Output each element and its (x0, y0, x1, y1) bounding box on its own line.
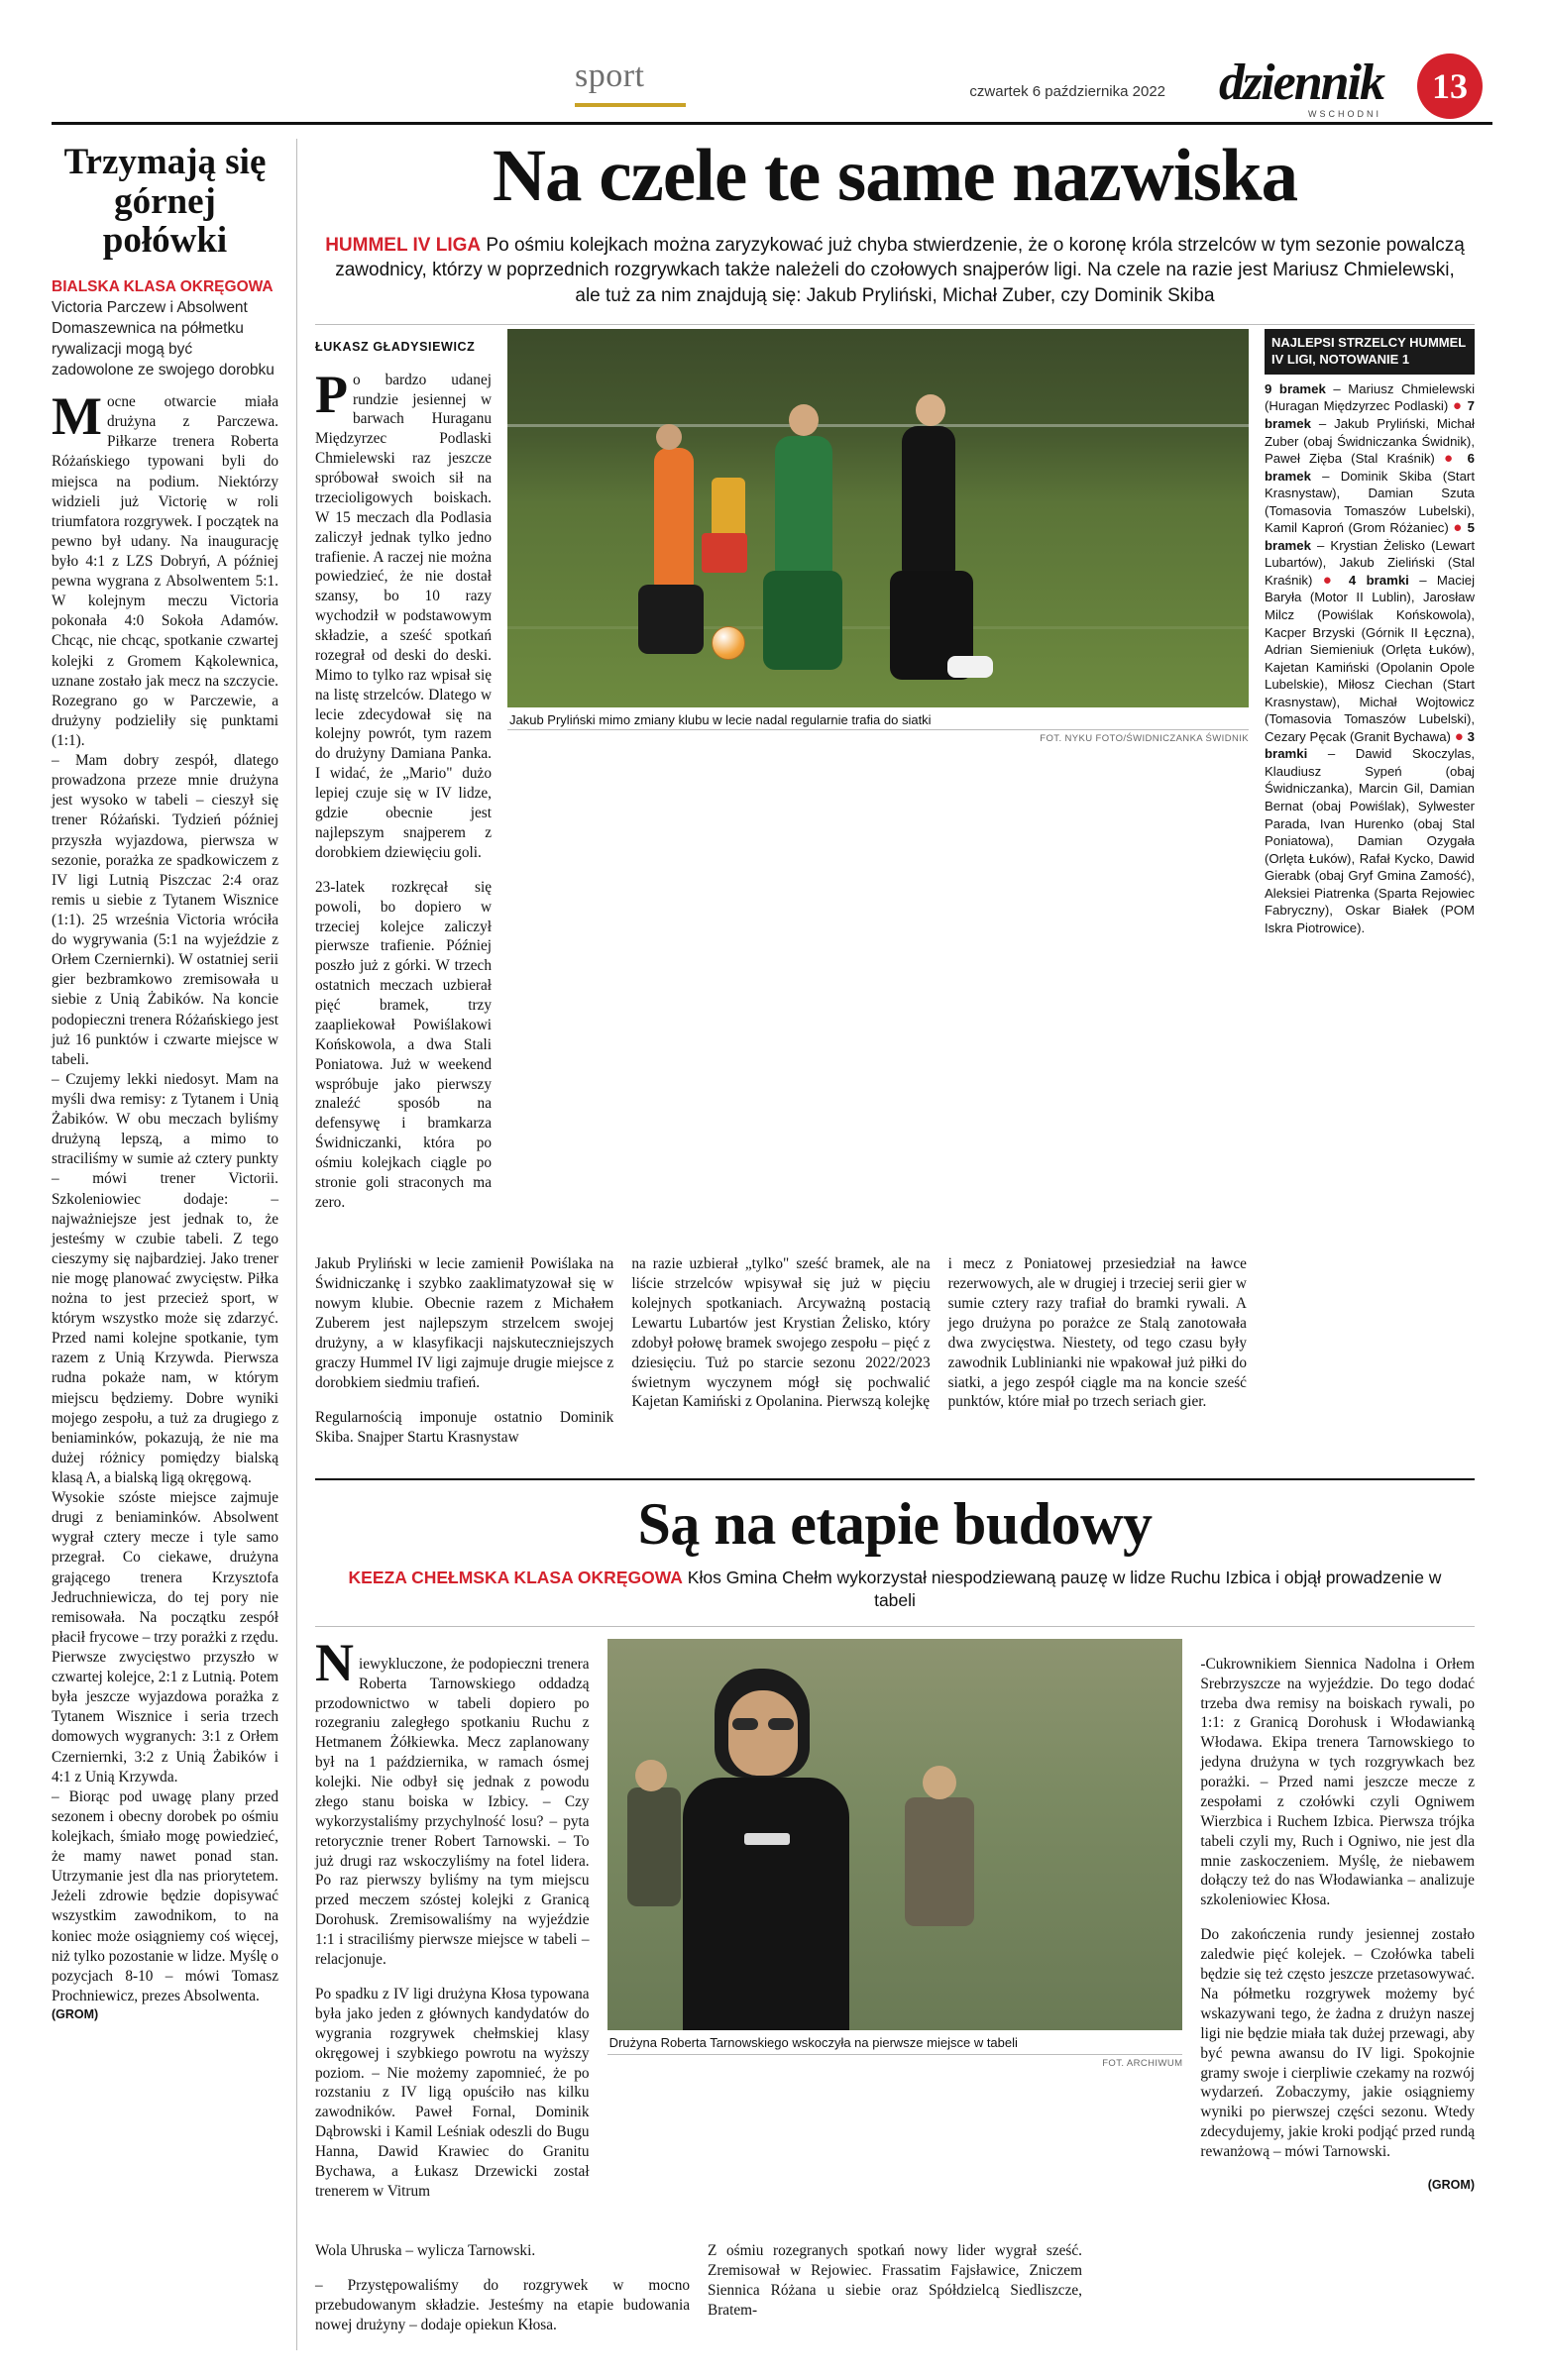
second-article-paragraph: iewykluczone, że podopieczni trenera Roberta Tarnowskiego oddadzą przodownictwo w tabeli dopiero po rozegraniu zaległego spotkaniu Ruchu z Hetmanem Żółkiewka. Mecz zaplanowany był na 1 października, w ramach ósmej kolejki. Nie odbył się jednak z powodu złego stanu boiska w Izbicy. – Czy wykorzystaliśmy przychylność losu? – pyta retorycznie trener Robert Tarnowski. – To już drugi raz wskoczyliśmy na fotel lidera. Po raz pierwszy byliśmy na tym miejscu przed meczem szóstej kolejki z Granicą Dorohusk. Zremisowaliśmy na wyjeździe 1:1 i straciliśmy pierwsze miejsce w tabeli – relacjonuje. (315, 1655, 590, 1968)
main-article-paragraph: 23-latek rozkręcał się powoli, bo dopiero w trzeciej kolejce zaliczył pierwsze trafienie. Później poszło już z górki. W trzech ostatnich meczach uzbierał pięć bramek, trzy zaapliekował Powiślakowi Końskowola, a dwa Stali Poniatowa. Już w weekend wspróbuje jako pierwszy znaleźć sposób na defensywę i bramkarza Świdniczanki, która po ośmiu kolejkach ciągle po stronie goli straconych ma zero. (315, 878, 492, 1211)
top-scorers-count: 6 bramek (1265, 451, 1475, 484)
main-photo-block (507, 329, 1249, 1228)
second-article-paragraph: Wola Uhruska – wylicza Tarnowski. (315, 2242, 536, 2260)
top-scorers-count: 4 bramki (1348, 572, 1409, 588)
main-headline: Na czele te same nazwiska (492, 135, 1298, 217)
top-scorers-count: 5 bramek (1265, 520, 1475, 553)
top-scorers-players: – Dawid Skoczylas, Klaudiusz Sypeń (obaj Świdniczanka), Marcin Gil, Damian Bernat (obaj Powiślak), Sylwester Parada, Ivan Hurenko (obaj Stal Poniatowa), Damian Ozygała (Orlęta Łuków), Rafał Kycko, Dawid Gierabk (obaj Gryf Gmina Zamość), Aleksiei Piatrenka (Sparta Rejowiec Fabryczny), Oskar Białek (POM Iskra Piotrowice). (1265, 746, 1475, 935)
left-article (52, 139, 297, 2350)
left-article-body (52, 386, 278, 2022)
second-standfirst-label: KEEZA CHEŁMSKA KLASA OKRĘGOWA (348, 1567, 683, 1587)
publication-date: czwartek 6 października 2022 (969, 83, 1165, 100)
masthead (52, 48, 1492, 125)
main-photo (507, 329, 1249, 707)
top-scorers-count: 3 bramki (1265, 728, 1476, 762)
second-article-bottom-row (315, 2226, 1475, 2350)
main-article-paragraph: i mecz z Poniatowej przesiedział na ławce rezerwowych, ale w drugiej i trzeciej serii gier w sumie cztery razy trafiał do bramki rywali. A jego drużyna po porażce ze Stalą zanotowała dwa zwycięstwa. Niestety, od tego czasu były zawodnik Lublinianki nie wpakował już piłki do siatki, a jego zespół ciągle ma na koncie sześć punktów, które miał po trzech seriach gier. (947, 1255, 1247, 1411)
second-article-paragraph: Do zakończenia rundy jesiennej zostało zaledwie pięć kolejek. – Czołówka tabeli będzie się też często jeszcze przetasowywać. Na półmetku rozgrywek możemy być wskazywani tego, że żadna z drużyn naszej ligi nie będzie miała tak dużej przewagi, aby być pewna awansu do IV ligi. Spokojnie gramy swoje i cierpliwie czekamy na rozwój wydarzeń. Zobaczymy, jakie osiągniemy wyniki po pierwszej części sezonu. Wtedy zdecydujemy, jakie kroki podjąć przed rundą rewanżową – mówi Tarnowski. (1200, 1926, 1475, 2161)
main-article-column-c (948, 1240, 1247, 1462)
left-article-lead-text: Victoria Parczew i Absolwent Domaszewnica na półmetku rywalizacji mogą być zadowolone ze swojego dorobku (52, 298, 275, 379)
top-scorers-players: – Dominik Skiba (Start Krasnystaw), Damian Szuta (Tomasovia Tomaszów Lubelski), Kamil Kaproń (Grom Różaniec) (1265, 468, 1475, 536)
second-photo-credit: FOT. ARCHIWUM (1102, 2058, 1183, 2070)
second-article-column-spacer (1100, 2226, 1475, 2350)
byline: ŁUKASZ GŁADYSIEWICZ (315, 340, 476, 355)
top-scorers-title: NAJLEPSI STRZELCY HUMMEL IV LIGI, NOTOWANIE 1 (1265, 329, 1475, 375)
left-article-paragraph: – Biorąc pod uwagę plany przed sezonem i obecny dorobek po ośmiu kolejkach, śmiało mogę powiedzieć, że mamy nawet ponad stan. Utrzymanie jest dla nas priorytetem. Jeżeli zdrowie będzie dopisywać wszystkim zawodnikom, to na koniec może osiągniemy coś więcej, niż tylko pozostanie w lidze. Myślę o pozycjach 8-10 – mówi Tomasz Prochniewicz, prezes Absolwenta. (52, 1787, 278, 2004)
main-article-dropcap: P (315, 364, 348, 424)
second-photo (607, 1639, 1183, 2030)
bullet-icon: ● (1453, 519, 1464, 537)
bullet-icon: ● (1443, 450, 1459, 468)
second-article-paragraph: Z ośmiu rozegranych spotkań nowy lider wygrał sześć. Zremisował w Rejowiec. Frassatim Fajsławice, Zniczem Siennica Różana u siebie oraz Spółdzielcą Siedliszcze, Bratem- (708, 2242, 1082, 2319)
second-standfirst (315, 1567, 1475, 1628)
bullet-icon: ● (1322, 571, 1339, 589)
main-standfirst (315, 233, 1475, 325)
second-photo-block (607, 1639, 1183, 2217)
section-rule (575, 103, 686, 107)
main-standfirst-label: HUMMEL IV LIGA (325, 234, 482, 256)
left-article-signature: (GROM) (52, 2006, 99, 2021)
main-photo-credit: FOT. NYKU FOTO/ŚWIDNICZANKA ŚWIDNIK (1040, 733, 1249, 745)
main-standfirst-text: Po ośmiu kolejkach można zaryzykować już chyba stwierdzenie, że o koronę króla strzelców w tym sezonie powalczą zawodnicy, którzy w poprzednich rozgrywkach także należeli do czołowych snajperów ligi. Na czele na razie jest Mariusz Chmielewski, ale tuż za nim znajdują się: Jakub Pryliński, Michał Zuber, czy Dominik Skiba (335, 234, 1465, 306)
main-article-paragraph: o bardzo udanej rundzie jesiennej w barwach Huraganu Międzyrzec Podlaski Chmielewski raz jeszcze spróbował swoich sił na trzecioligowych boiskach. W 15 meczach dla Podlasia zaliczył jednak tylko jedno trafienie. A raczej nie można powiedzieć, że nie dostał szansy, bo 10 razy wychodził w podstawowym składzie, a sześć spotkań rozegrał od deski do deski. Mimo to tylko raz wpisał się na listę strzelców. Dlatego w lecie zdecydował się na kolejny powrót, tym razem do drużyny Damiana Panka. I widać, że „Mario" dużo lepiej czuje się w IV lidze, gdzie obecnie jest najlepszym snajperem z dorobkiem dziewięciu goli. (315, 371, 492, 861)
page-number-badge: 13 (1417, 54, 1483, 119)
main-article-column-a (315, 1240, 613, 1462)
main-article-paragraph: Regularnością imponuje ostatnio Dominik Skiba. Snajper Startu Krasnystaw (315, 1408, 614, 1446)
newspaper-logo: dziennik (1218, 54, 1383, 111)
bullet-icon: ● (1452, 397, 1463, 415)
top-scorers-box (1265, 329, 1475, 1228)
left-article-paragraph: – Mam dobry zespół, dlatego prowadzona przeze mnie drużyna jest wysoko w tabeli – cieszył się trener Różański. Tydzień później przyszła wyjazdowa, pierwsza w sezonie, porażka ze spadkowiczem z IV ligi Lutnią Piszczac 2:4 oraz remis u siebie z Tytanem Wisznice (1:1). 25 września Victoria wróciła do wygrywania (5:1 na wyjeździe z Orłem Czerniernki). W ostatniej serii gier bezbramkowo zremisowała u siebie z Unią Żabików. Na koncie podopieczni trenera Różańskiego jest już 16 punktów i czwarte miejsce w tabeli. (52, 752, 278, 1068)
newspaper-logo-subtitle: WSCHODNI (1308, 109, 1381, 119)
top-scorers-count: 7 bramek (1265, 398, 1475, 431)
bullet-icon: ● (1454, 727, 1464, 745)
second-article-paragraph: Po spadku z IV ligi drużyna Kłosa typowana była jako jeden z głównych kandydatów do wygrania rozgrywek chełmskiej klasy okręgowej i szybkiego powrotu na wyższy poziom. – Nie możemy zapomnieć, że po rozstaniu z IV ligą opuściło nas kilku zawodników. Paweł Fornal, Dominik Dąbrowski i Kamil Leśniak odeszli do Bugu Hanna, Dawid Krawiec do Granitu Bychawa, a Łukasz Drzewicki został trenerem w Vitrum (315, 1986, 590, 2200)
main-article-bottom-row (315, 1240, 1475, 1462)
left-article-lead-label: BIALSKA KLASA OKRĘGOWA (52, 277, 274, 295)
main-article-first-column (315, 329, 492, 1228)
main-article-column-b (631, 1240, 930, 1462)
main-article-top-row (315, 329, 1475, 1228)
top-scorers-players: – Krystian Żelisko (Lewart Lubartów), Jakub Zieliński (Stal Kraśnik) (1265, 537, 1475, 588)
left-article-lead (52, 276, 278, 380)
top-scorers-players: – Maciej Baryła (Motor II Lublin), Jarosław Milcz (Powiślak Końskowola), Kacper Brzyski (Górnik II Łęczna), Adrian Siemieniuk (Orlęta Łuków), Kajetan Kamiński (Opolanin Opole Lubelskie), Miłosz Ciechan (Start Krasnystaw), Michał Wojtowicz (Tomasovia Tomaszów Lubelski), Cezary Pęcak (Granit Bychawa) (1265, 572, 1476, 744)
left-article-headline: Trzymają się górnej połówki (63, 142, 267, 262)
main-article-paragraph: Jakub Pryliński w lecie zamienił Powiślaka na Świdniczankę i szybko zaaklimatyzował się w nowym klubie. Obecnie razem z Michałem Zuberem jest najlepszym strzelcem swojej drużyny, a w klasyfikacji najskuteczniejszych graczy Hummel IV ligi zajmuje drugie miejsce z dorobkiem siedmiu trafień. (315, 1255, 614, 1391)
page-columns (52, 135, 1492, 2350)
second-photo-caption: Drużyna Roberta Tarnowskiego wskoczyła na pierwsze miejsce w tabeli (607, 2030, 1183, 2055)
top-scorers-count: 9 bramek (1265, 380, 1326, 396)
second-article-signature: (GROM) (1427, 2178, 1475, 2193)
left-article-paragraph: – Czujemy lekki niedosyt. Mam na myśli dwa remisy: z Tytanem i Unią Żabików. W obu meczach byliśmy drużyną lepszą, a mimo to straciliśmy w sumie aż cztery punkty – mówi trener Victorii. Szkoleniowiec dodaje: – najważniejsze jest jednak to, że jesteśmy w czubie tabeli. Z tego cieszymy się najbardziej. Jako trener nie mogę planować zwycięstw. Piłka nożna to jest przecież sport, w którym wszystko może się zdarzyć. Przed nami kolejne spotkanie, tym razem z Unią Krzywda. Pierwsza rudna pokaże nam, w którym miejscu będziemy. Dobre wyniki mojego zespołu, a tuż za drugiego z beniaminków, pokazują, że nie ma dużej różnicy pomiędzy bialską klasą A, a bialską ligą okręgową. (52, 1070, 278, 1487)
second-article-paragraph: – Przystępowaliśmy do rozgrywek w mocno przebudowanym składzie. Jesteśmy na etapie budowania nowej drużyny – dodaje opiekun Kłosa. (315, 2277, 690, 2334)
main-content (297, 135, 1492, 2350)
top-scorers-list (1265, 375, 1475, 937)
main-article-paragraph: na razie uzbierał „tylko" sześć bramek, ale na liście strzelców wpisywał się już w pięciu kolejnych spotkaniach. Arcyważną postacią Lewartu Lubartów jest Krystian Żelisko, który zdobył połowę bramek swojego zespołu – pięć z dziesięciu. Tuż po starcie sezonu 2022/2023 świetnym wyczynem mógł się pochwalić Kajetan Kamiński z Opolanina. Pierwszą kolejkę (631, 1255, 931, 1411)
section-label: sport (575, 57, 645, 94)
article-divider (315, 1478, 1475, 1480)
second-article-dropcap: N (315, 1633, 354, 1693)
left-article-paragraph: ocne otwarcie miała drużyna z Parczewa. Piłkarze trenera Roberta Różańskiego typowani byli do miejsca na podium. Niektórzy widzieli już Victorię w roli triumfatora rozgrywek. I początek na pewno był udany. Na inaugurację było 4:1 z LZS Dobryń, A później pewna wygrana z Absolwentem 5:1. W kolejnym meczu Victoria pokonała 4:0 Sokoła Adamów. Chcąc, nie chcąc, spotkanie czwartej kolejki z Gromem Kąkolewnica, uznane zostało jak mecz na szczycie. Rozegrano go w Parczewie, a drużyny podzieliły się punktami (1:1). (52, 393, 278, 749)
top-scorers-players: – Jakub Pryliński, Michał Zuber (obaj Świdniczanka Świdnik), Paweł Zięba (Stal Kraśnik) (1265, 415, 1475, 467)
left-article-paragraph: Wysokie szóste miejsce zajmuje drugi z beniaminków. Absolwent wygrał cztery mecze i tyle samo przegrał. Co ciekawe, drużyna grającego trenera Krzysztofa Jedruchniewicza, do tej pory nie remisowała. Na początku zespół płacił frycowe – trzy porażki z rzędu. Pierwsze zwycięstwo przyszło w czwartej kolejce, 2:1 z Lutnią. Potem była jeszcze wyjazdowa porażka z Tytanem Wisznice i seria trzech domowych wygranych: 3:1 z Orłem Czerniernki, 3:2 z Unią Żabików i 4:1 z Unią Krzywda. (52, 1489, 278, 1785)
second-article-paragraph: -Cukrownikiem Siennica Nadolna i Orłem Srebrzyszcze na wyjeździe. Do tego dodać trzeba dwa remisy na boiskach rywali, po 1:1: z Granicą Dorohusk i Włodawianką Włodawa. Ekipa trenera Tarnowskiego to jedyna drużyna w tych rozgrywkach bez porażki. – Przed nami jeszcze mecze z zespołami z czołówki czyli Ogniwem Wierzbica i Ruchem Izbica. Pierwsza trójka tabeli czyli my, Ruch i Ogniwo, nie jest dla mnie zaskoczeniem. Myślę, że niebawem dołączy też do nas Włodawianka – analizuje szkoleniowiec Kłosa. (1200, 1655, 1475, 1909)
main-photo-caption: Jakub Pryliński mimo zmiany klubu w lecie nadal regularnie trafia do siatki (507, 707, 1249, 730)
second-article-column-a (315, 2226, 690, 2350)
top-scorers-players: – Mariusz Chmielewski (Huragan Międzyrzec Podlaski) (1265, 380, 1475, 414)
second-article-top-row (315, 1633, 1475, 2217)
second-headline: Są na etapie budowy (637, 1490, 1153, 1557)
left-article-dropcap: M (52, 386, 102, 447)
second-article-column-b (708, 2226, 1082, 2350)
second-standfirst-text: Kłos Gmina Chełm wykorzystał niespodziewaną pauzę w lidze Ruchu Izbica i objął prowadzenie w tabeli (682, 1567, 1442, 1611)
second-article-first-column (315, 1633, 590, 2217)
second-article-last-column (1200, 1639, 1475, 2217)
